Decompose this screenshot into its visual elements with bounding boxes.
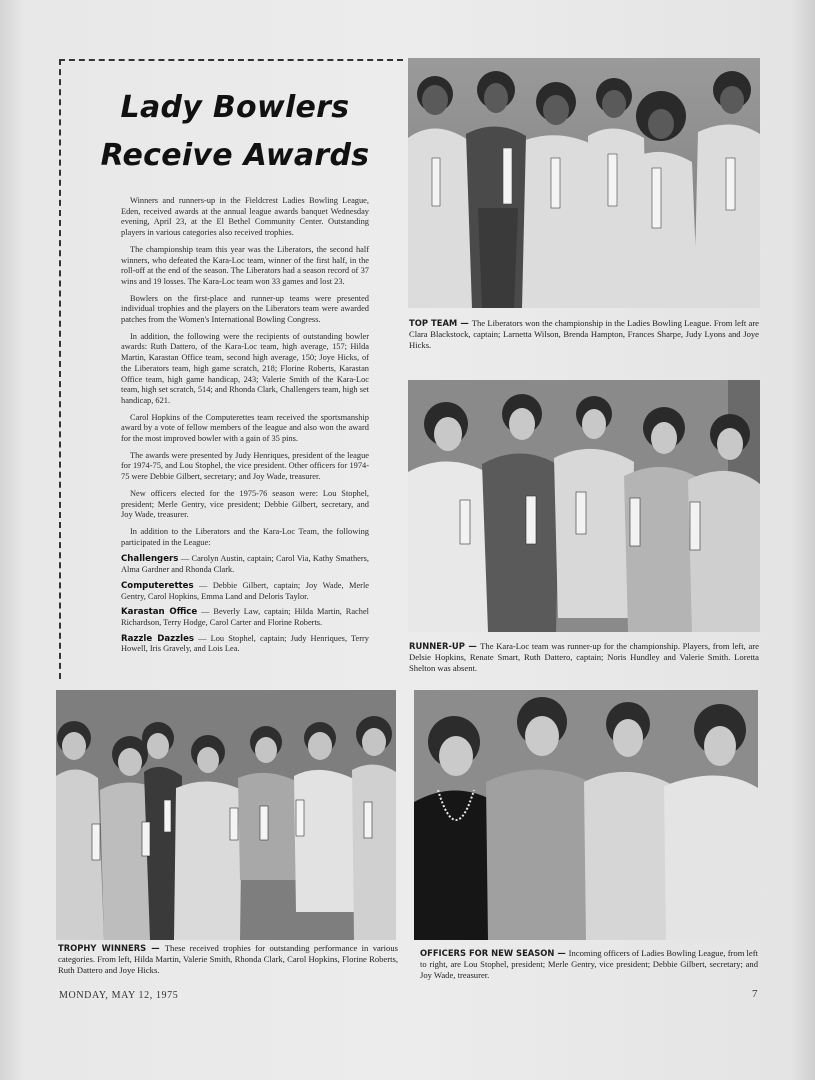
- paragraph: Bowlers on the first-place and runner-up teams were presented individual trophies and the players on the Liberators team were awarded patches from the Women's International Bowling Congress.: [121, 293, 369, 325]
- team-members: — Carolyn Austin, captain; Carol Via, Kathy Smathers, Alma Gardner and Rhonda Clark.: [121, 554, 369, 575]
- runner-up-photo: [408, 380, 760, 632]
- paragraph: The championship team this year was the Liberators, the second half winners, who defeated the Kara-Loc team, winner of the first half, in the roll-off at the end of the season. The Liberators had a season record of 37 wins and 19 losses. The Kara-Loc team won 33 games and lost 23.: [121, 244, 369, 286]
- team-name: Karastan Office: [121, 607, 198, 618]
- paragraph: Winners and runners-up in the Fieldcrest Ladies Bowling League, Eden, received awards at the annual league awards banquet Wednesday evening, April 23, at the El Bethel Community Center. Outstanding players in various categories also received trophies.: [121, 196, 369, 238]
- team-entry: [121, 581, 369, 602]
- team-members: — Beverly Law, captain; Hilda Martin, Rachel Richardson, Terry Hodge, Carol Carter and Florine Roberts.: [121, 607, 369, 627]
- team-name: Challengers: [121, 554, 179, 565]
- paragraph: In addition to the Liberators and the Kara-Loc Team, the following participated in the League:: [121, 526, 369, 547]
- caption-lead: TOP TEAM —: [409, 318, 472, 328]
- top-team-caption: [409, 318, 759, 351]
- caption-lead: RUNNER-UP —: [409, 641, 481, 651]
- caption-text: The Kara-Loc team was runner-up for the championship. Players, from left, are Delsie Hopkins, Renate Smart, Ruth Dattero, captain; Noris Hundley and Valerie Smith. Loretta Shelton was absent.: [409, 641, 759, 673]
- trophy-winners-photo: [56, 690, 396, 940]
- team-entry: [121, 554, 369, 575]
- team-entry: [121, 634, 369, 655]
- caption-lead: TROPHY WINNERS —: [58, 943, 165, 953]
- officers-caption: [420, 948, 758, 981]
- headline-line-2: Receive Awards: [100, 138, 370, 173]
- caption-text: These received trophies for outstanding performance in various categories. From left, Hilda Martin, Valerie Smith, Rhonda Clark, Carol Hopkins, Florine Roberts, Ruth Dattero and Joye Hicks.: [58, 943, 398, 975]
- publication-date: MONDAY, MAY 12, 1975: [59, 990, 179, 1001]
- officers-photo: [414, 690, 758, 940]
- team-members: — Debbie Gilbert, captain; Joy Wade, Merle Gentry, Carol Hopkins, Emma Land and Deloris Taylor.: [121, 580, 369, 601]
- top-team-photo: [408, 58, 760, 308]
- paragraph: In addition, the following were the recipients of outstanding bowler awards: Ruth Dattero, of the Kara-Loc team, high average, 157; Hilda Martin, Karastan Office team, second high average, 150; Joye Hicks, of the Liberators team, high game scratch, 218; Florine Roberts, Karastan Office team, high game handicap, 243; Valerie Smith of the Kara-Loc team, high set scratch, 514; and Rhonda Clark, Challengers team, high set handicap, 621.: [121, 331, 369, 405]
- page-number: 7: [752, 988, 758, 1000]
- article-body: [121, 196, 369, 660]
- headline-line-1: Lady Bowlers: [120, 90, 350, 125]
- team-members: — Lou Stophel, captain; Judy Henriques, Terry Howell, Iris Gravely, and Lois Lea.: [121, 633, 369, 654]
- trophy-winners-caption: [58, 943, 398, 976]
- team-entry: [121, 607, 369, 628]
- team-name: Computerettes: [121, 580, 194, 591]
- caption-lead: OFFICERS FOR NEW SEASON —: [420, 948, 569, 958]
- caption-text: Incoming officers of Ladies Bowling League, from left to right, are Lou Stophel, president; Merle Gentry, vice president; Debbie Gilbert, secretary; and Joy Wade, treasurer.: [420, 948, 758, 980]
- runner-up-caption: [409, 641, 759, 674]
- paragraph: The awards were presented by Judy Henriques, president of the league for 1974-75, and Lou Stophel, the vice president. Other officers for 1974-75 were Debbie Gilbert, secretary; and Joy Wade, treasurer.: [121, 450, 369, 482]
- team-name: Razzle Dazzles: [121, 633, 195, 644]
- paragraph: New officers elected for the 1975-76 season were: Lou Stophel, president; Merle Gentry, vice president; Debbie Gilbert, secretary, and Joy Wade, treasurer.: [121, 488, 369, 520]
- caption-text: The Liberators won the championship in the Ladies Bowling League. From left are Clara Blackstock, captain; Larnetta Wilson, Brenda Hampton, Frances Sharpe, Judy Lyons and Joye Hicks.: [409, 318, 759, 350]
- article-headline: [100, 84, 370, 180]
- paragraph: Carol Hopkins of the Computerettes team received the sportsmanship award by a vote of fellow members of the league and also won the award for the most improved bowler with a gain of 35 pins.: [121, 412, 369, 444]
